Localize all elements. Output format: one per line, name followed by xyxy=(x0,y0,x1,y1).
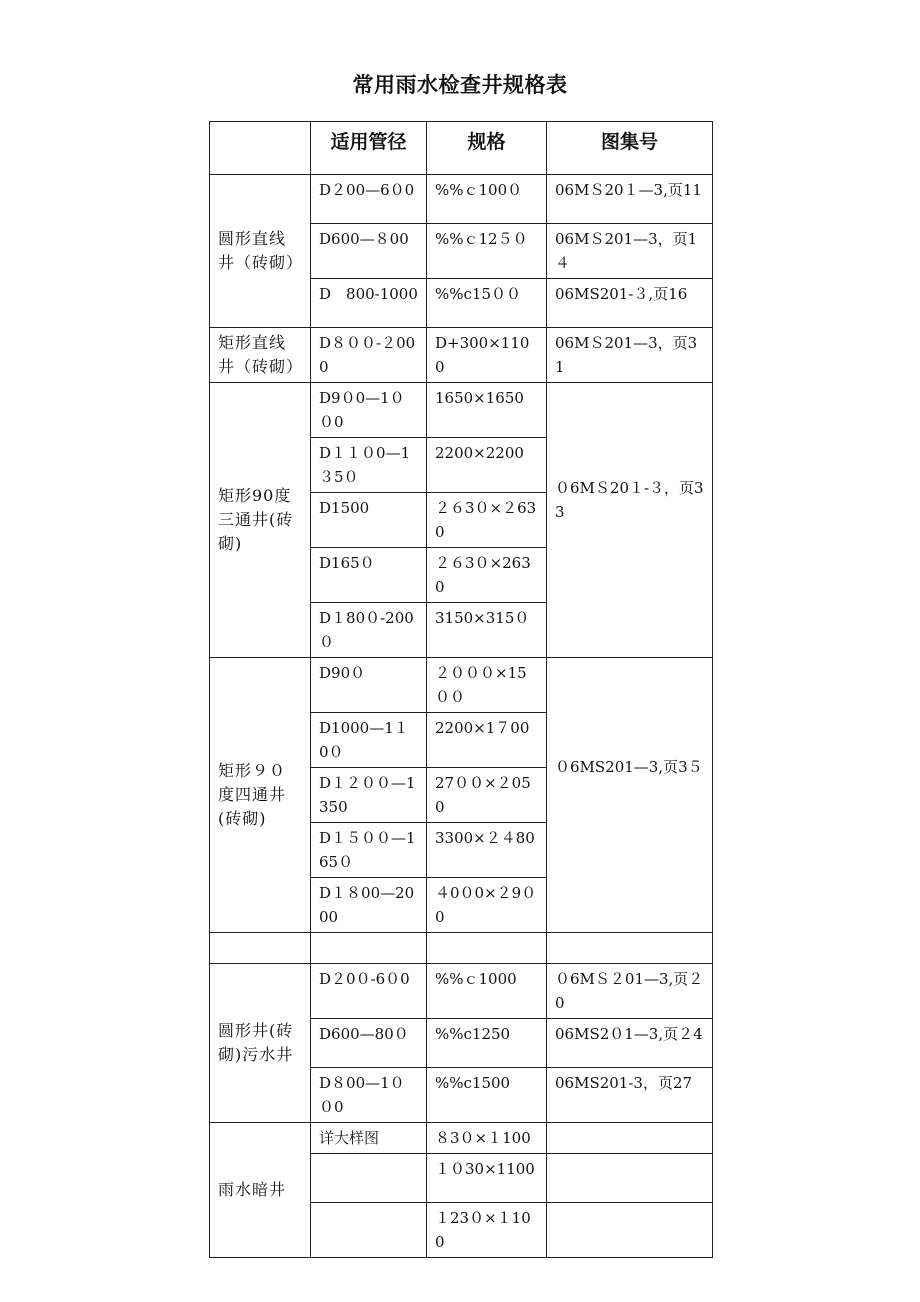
category-cell: 圆形直线井（砖砌） xyxy=(210,175,311,328)
spec-table xyxy=(209,121,713,1258)
category-cell: 矩形直线井（砖砌） xyxy=(210,328,311,383)
atlas-cell: 06MＳ201—3，页1４ xyxy=(547,224,713,279)
atlas-cell: 06MS2０1—3,页２4 xyxy=(547,1019,713,1068)
table-row xyxy=(210,175,713,224)
diameter-cell: D600—80０ xyxy=(311,1019,427,1068)
diameter-cell: D１２００—1350 xyxy=(311,768,427,823)
diameter-cell: D１80０-200０ xyxy=(311,603,427,658)
blank-row xyxy=(210,933,713,964)
header-diameter: 适用管径 xyxy=(311,122,427,175)
diameter-cell: D８００-２000 xyxy=(311,328,427,383)
spec-cell: １23０×１100 xyxy=(427,1203,547,1258)
spec-cell: D+300×1100 xyxy=(427,328,547,383)
atlas-cell: ０6MＳ２01—3,页２0 xyxy=(547,964,713,1019)
blank-cell xyxy=(427,933,547,964)
spec-cell: １０30×1100 xyxy=(427,1154,547,1203)
atlas-cell: 06MS201-３,页16 xyxy=(547,279,713,328)
table-row xyxy=(210,328,713,383)
spec-cell: %%c1250 xyxy=(427,1019,547,1068)
header-row xyxy=(210,122,713,175)
atlas-text: ０6MＳ20１-３，页33 xyxy=(555,479,704,521)
header-atlas: 图集号 xyxy=(547,122,713,175)
spec-cell: 3300×２４80 xyxy=(427,823,547,878)
atlas-cell xyxy=(547,658,713,933)
spec-cell: 2200×2200 xyxy=(427,438,547,493)
spec-cell: %%ｃ12５０ xyxy=(427,224,547,279)
diameter-cell: 详大样图 xyxy=(311,1123,427,1154)
spec-cell: ８3０×１100 xyxy=(427,1123,547,1154)
diameter-cell: D８00—1００0 xyxy=(311,1068,427,1123)
diameter-cell: D１５００—165０ xyxy=(311,823,427,878)
category-cell: 雨水暗井 xyxy=(210,1123,311,1258)
header-category xyxy=(210,122,311,175)
atlas-cell: 06MS201-3，页27 xyxy=(547,1068,713,1123)
table-row xyxy=(210,1123,713,1154)
spec-cell: %%ｃ100０ xyxy=(427,175,547,224)
category-cell: 圆形井(砖砌)污水井 xyxy=(210,964,311,1123)
spec-cell: %%c15００ xyxy=(427,279,547,328)
diameter-cell: D１１０0—1３5０ xyxy=(311,438,427,493)
diameter-cell: D90０ xyxy=(311,658,427,713)
atlas-cell: 06MＳ20１—3,页11 xyxy=(547,175,713,224)
category-cell: 矩形９０度四通井(砖砌) xyxy=(210,658,311,933)
spec-cell: ２６3０×2630 xyxy=(427,548,547,603)
diameter-cell: D１８00—2000 xyxy=(311,878,427,933)
spec-cell: %%ｃ1000 xyxy=(427,964,547,1019)
spec-cell: 1650×1650 xyxy=(427,383,547,438)
atlas-cell xyxy=(547,1123,713,1154)
atlas-cell xyxy=(547,1154,713,1203)
spec-cell: ２０００×15００ xyxy=(427,658,547,713)
spec-cell: ２６3０×２630 xyxy=(427,493,547,548)
table-row xyxy=(210,658,713,713)
atlas-cell xyxy=(547,383,713,658)
spec-cell: ４0０0×２9０0 xyxy=(427,878,547,933)
spec-cell: 27００×２050 xyxy=(427,768,547,823)
table-row xyxy=(210,383,713,438)
header-spec: 规格 xyxy=(427,122,547,175)
blank-cell xyxy=(210,933,311,964)
diameter-cell: D9０0—1００0 xyxy=(311,383,427,438)
category-cell: 矩形90度三通井(砖砌) xyxy=(210,383,311,658)
blank-cell xyxy=(547,933,713,964)
diameter-cell: D２00—6０0 xyxy=(311,175,427,224)
atlas-cell: 06MＳ201—3，页31 xyxy=(547,328,713,383)
diameter-cell: D165０ xyxy=(311,548,427,603)
diameter-cell: D 800-1000 xyxy=(311,279,427,328)
spec-cell: 3150×315０ xyxy=(427,603,547,658)
table-row xyxy=(210,964,713,1019)
diameter-cell xyxy=(311,1203,427,1258)
atlas-text: ０6MS201—3,页3５ xyxy=(555,758,703,776)
diameter-cell: D1000—1１0０ xyxy=(311,713,427,768)
diameter-cell: D２0０-6０0 xyxy=(311,964,427,1019)
page-title: 常用雨水检查井规格表 xyxy=(352,73,568,97)
diameter-cell: D600—８00 xyxy=(311,224,427,279)
diameter-cell: D1500 xyxy=(311,493,427,548)
diameter-cell xyxy=(311,1154,427,1203)
spec-cell: %%c1500 xyxy=(427,1068,547,1123)
spec-cell: 2200×1７00 xyxy=(427,713,547,768)
atlas-cell xyxy=(547,1203,713,1258)
blank-cell xyxy=(311,933,427,964)
